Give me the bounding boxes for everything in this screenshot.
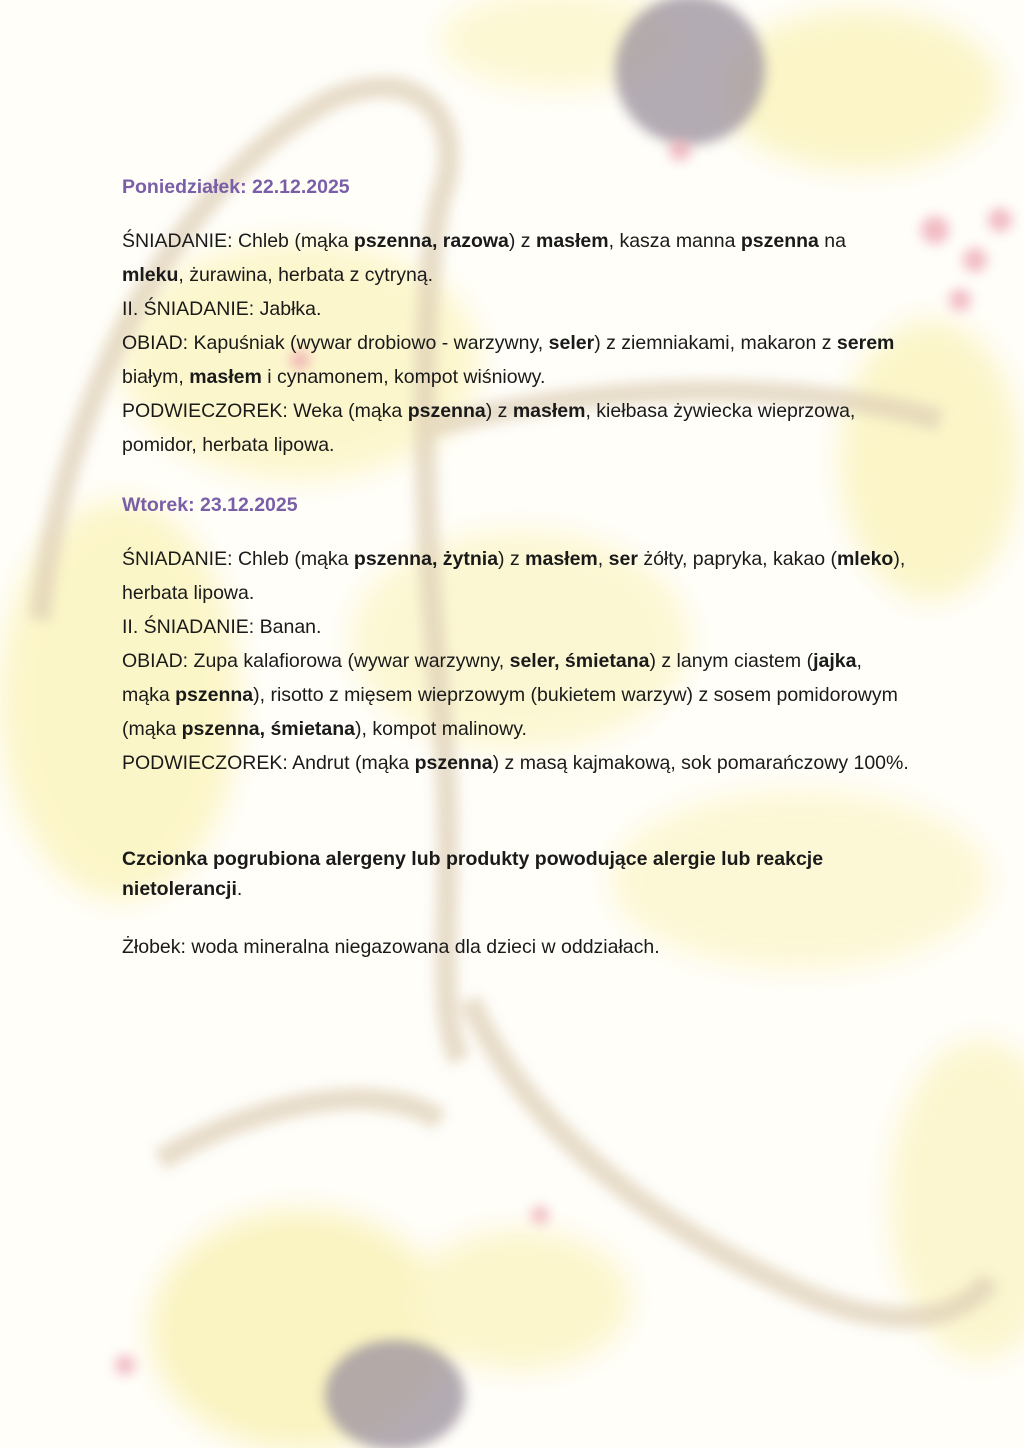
meal-label: ŚNIADANIE: [122, 230, 238, 252]
meal-text: , żurawina, herbata z cytryną. [178, 264, 434, 286]
meal-text: , kiełbasa żywiecka wieprzowa, pomidor, herbata lipowa. [122, 400, 856, 456]
allergen-text: pszenna, razowa [353, 230, 509, 252]
allergen-text: pszenna [414, 752, 493, 774]
meal-text: ) z lanym ciastem ( [649, 650, 814, 672]
allergen-text: masłem [512, 400, 586, 422]
meal-text: ), risotto z mięsem wieprzowym (bukietem warzyw) z sosem pomidorowym (mąka [122, 684, 898, 740]
allergen-text: masłem [535, 230, 609, 252]
allergen-text: serem [836, 332, 895, 354]
allergen-text: pszenna, śmietana [181, 718, 356, 740]
allergen-text: pszenna [740, 230, 819, 252]
allergen-text: mleku [122, 264, 179, 286]
meal-label: PODWIECZOREK: [122, 400, 294, 422]
meal-second-breakfast [122, 610, 912, 644]
day-title: Poniedziałek: 22.12.2025 [122, 176, 350, 198]
meal-afternoon-snack [122, 394, 912, 462]
meal-text: , [597, 548, 609, 570]
meal-text: , mąka [122, 650, 862, 706]
day-title: Wtorek: 23.12.2025 [122, 494, 298, 516]
meal-text: Zupa kalafiorowa (wywar warzywny, [193, 650, 510, 672]
allergen-text: pszenna [407, 400, 486, 422]
allergen-note [122, 844, 912, 904]
allergen-text: pszenna [175, 684, 254, 706]
allergen-note-text: Czcionka pogrubiona alergeny lub produkty powodujące alergie lub reakcje nietolerancji [122, 848, 824, 900]
meal-text: , kasza manna [608, 230, 741, 252]
meal-text: ) z [498, 548, 526, 570]
menu-content [122, 172, 912, 962]
meal-lunch [122, 326, 912, 394]
meal-text: Jabłka. [259, 298, 322, 320]
meal-text: ), kompot malinowy. [355, 718, 527, 740]
meal-text: Kapuśniak (wywar drobiowo - warzywny, [193, 332, 549, 354]
meal-text: i cynamonem, kompot wiśniowy. [261, 366, 546, 388]
allergen-note-suffix: . [236, 878, 243, 900]
meal-text: Weka (mąka [293, 400, 408, 422]
meal-text: ), herbata lipowa. [122, 548, 906, 604]
allergen-text: pszenna, żytnia [353, 548, 499, 570]
meal-text: ) z ziemniakami, makaron z [594, 332, 837, 354]
day-block-monday [122, 172, 912, 462]
meal-text: ) z [508, 230, 536, 252]
allergen-text: seler, śmietana [509, 650, 650, 672]
meal-second-breakfast [122, 292, 912, 326]
meal-label: OBIAD: [122, 650, 194, 672]
meal-label: II. ŚNIADANIE: [122, 298, 260, 320]
meal-breakfast [122, 542, 912, 610]
meal-breakfast [122, 224, 912, 292]
meal-text: żółty, papryka, kakao ( [637, 548, 837, 570]
allergen-text: seler [548, 332, 595, 354]
meal-text: białym, [122, 366, 190, 388]
meal-label: PODWIECZOREK: [122, 752, 293, 774]
meal-text: ) z masą kajmakową, sok pomarańczowy 100%. [492, 752, 909, 774]
meal-text: Chleb (mąka [237, 230, 354, 252]
water-note: Żłobek: woda mineralna niegazowana dla dzieci w oddziałach. [122, 936, 660, 958]
meal-label: OBIAD: [122, 332, 194, 354]
allergen-text: mleko [836, 548, 894, 570]
meal-text: Chleb (mąka [237, 548, 354, 570]
allergen-text: jajka [813, 650, 857, 672]
meal-label: II. ŚNIADANIE: [122, 616, 260, 638]
meal-list [122, 542, 912, 780]
allergen-text: ser [608, 548, 638, 570]
meal-list [122, 224, 912, 462]
meal-text: Banan. [259, 616, 322, 638]
meal-lunch [122, 644, 912, 746]
allergen-text: masłem [189, 366, 262, 388]
day-block-tuesday [122, 490, 912, 780]
meal-text: na [818, 230, 846, 252]
meal-text: ) z [485, 400, 513, 422]
meal-text: Andrut (mąka [292, 752, 415, 774]
meal-label: ŚNIADANIE: [122, 548, 238, 570]
allergen-text: masłem [525, 548, 598, 570]
meal-afternoon-snack [122, 746, 912, 780]
